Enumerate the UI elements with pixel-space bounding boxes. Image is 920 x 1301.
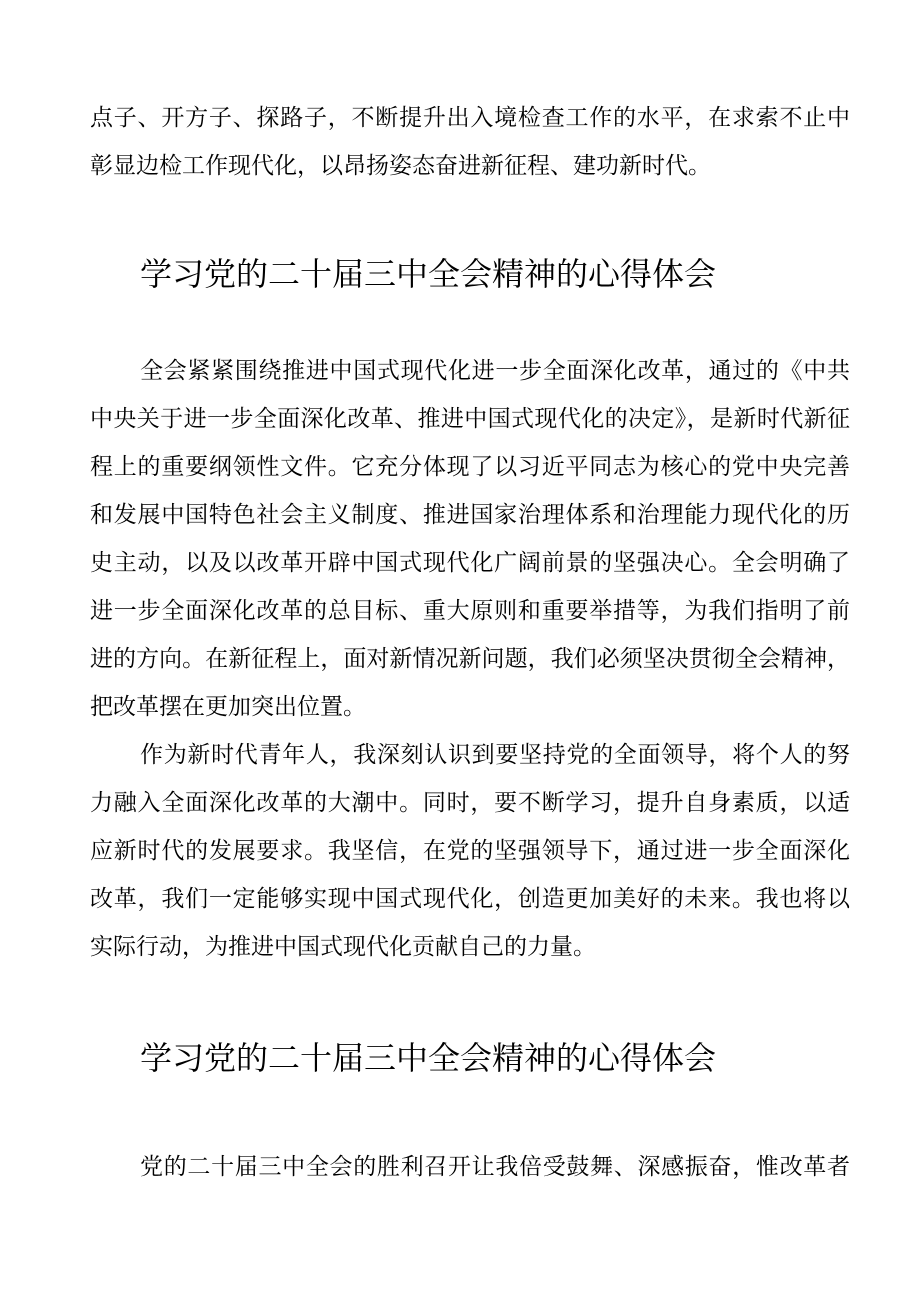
section-2-title: 学习党的二十届三中全会精神的心得体会 (140, 1039, 717, 1077)
section-1-para-1-line-7: 进的方向。在新征程上，面对新情况新问题，我们必须坚决贯彻全会精神， (90, 646, 850, 672)
section-1-para-2-line-3: 应新时代的发展要求。我坚信，在党的坚强领导下，通过进一步全面深化 (90, 838, 850, 864)
section-1-para-2-line-5: 实际行动，为推进中国式现代化贡献自己的力量。 (90, 934, 596, 960)
section-1-para-1-line-6: 进一步全面深化改革的总目标、重大原则和重要举措等，为我们指明了前 (90, 598, 850, 624)
section-1-para-1-line-2: 中央关于进一步全面深化改革、推进中国式现代化的决定》，是新时代新征 (90, 406, 850, 432)
section-1-para-2-line-2: 力融入全面深化改革的大潮中。同时，要不断学习，提升自身素质，以适 (90, 790, 850, 816)
section-1-para-1-line-5: 史主动，以及以改革开辟中国式现代化广阔前景的坚强决心。全会明确了 (90, 550, 850, 576)
section-1-para-2-line-1: 作为新时代青年人，我深刻认识到要坚持党的全面领导，将个人的努 (140, 742, 850, 768)
section-1-title: 学习党的二十届三中全会精神的心得体会 (140, 255, 717, 293)
continuation-line-2: 彰显边检工作现代化，以昂扬姿态奋进新征程、建功新时代。 (90, 153, 711, 179)
continuation-line-1: 点子、开方子、探路子，不断提升出入境检查工作的水平，在求索不止中 (90, 105, 850, 131)
section-1-para-1-line-3: 程上的重要纲领性文件。它充分体现了以习近平同志为核心的党中央完善 (90, 454, 850, 480)
section-1-para-1-line-8: 把改革摆在更加突出位置。 (90, 694, 366, 720)
section-1-para-1-line-1: 全会紧紧围绕推进中国式现代化进一步全面深化改革，通过的《中共 (140, 358, 850, 384)
section-1-para-1-line-4: 和发展中国特色社会主义制度、推进国家治理体系和治理能力现代化的历 (90, 502, 850, 528)
section-1-para-2-line-4: 改革，我们一定能够实现中国式现代化，创造更加美好的未来。我也将以 (90, 886, 850, 912)
section-2-para-1-line-1: 党的二十届三中全会的胜利召开让我倍受鼓舞、深感振奋，惟改革者 (140, 1154, 850, 1180)
